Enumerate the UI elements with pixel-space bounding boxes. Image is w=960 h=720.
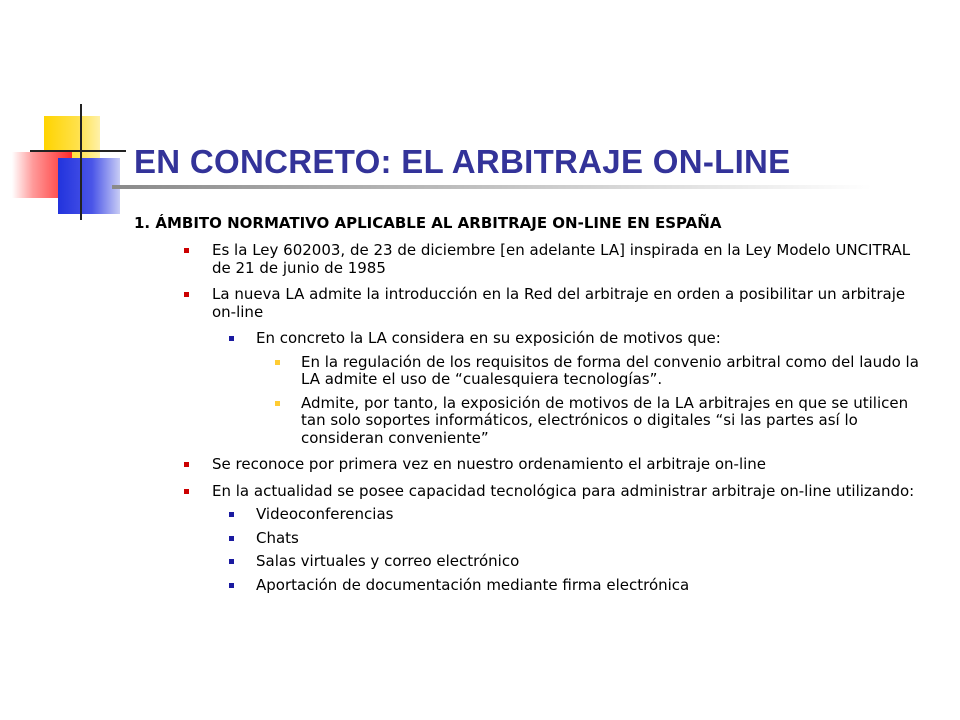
decorative-squares-logo xyxy=(0,0,140,230)
square-bullet-icon xyxy=(229,559,234,564)
list-item-text: En la regulación de los requisitos de forma del convenio arbitral como del laudo la LA admite el uso de “cualesquiera tecnologías”. xyxy=(301,352,919,388)
vertical-line xyxy=(80,104,82,220)
square-bullet-icon xyxy=(184,292,189,297)
square-bullet-icon xyxy=(229,512,234,517)
list-item xyxy=(301,354,931,389)
square-bullet-icon xyxy=(229,536,234,541)
square-bullet-icon xyxy=(229,583,234,588)
square-bullet-icon xyxy=(184,489,189,494)
list-item xyxy=(256,506,932,524)
list-item-text: En concreto la LA considera en su exposición de motivos que: xyxy=(256,329,721,347)
list-item xyxy=(212,456,932,474)
list-item xyxy=(212,286,932,321)
list-item-text: Salas virtuales y correo electrónico xyxy=(256,552,520,570)
square-bullet-icon xyxy=(184,248,189,253)
list-item-text: Se reconoce por primera vez en nuestro ordenamiento el arbitraje on-line xyxy=(212,455,767,473)
square-bullet-icon xyxy=(184,462,189,467)
list-item xyxy=(256,577,932,595)
list-item xyxy=(301,395,931,448)
list-item-text: Admite, por tanto, la exposición de motivos de la LA arbitrajes en que se utilicen tan solo soportes informáticos, electrónicos o digitales “si las partes así lo consideran conveniente” xyxy=(301,393,909,447)
square-bullet-icon xyxy=(229,336,234,341)
title-underline xyxy=(112,185,872,189)
list-item-text: Es la Ley 602003, de 23 de diciembre [en adelante LA] inspirada en la Ley Modelo UNCITRAL de 21 de junio de 1985 xyxy=(212,241,911,277)
section-heading: 1. ÁMBITO NORMATIVO APLICABLE AL ARBITRAJE ON-LINE EN ESPAÑA xyxy=(134,214,722,232)
list-item xyxy=(212,242,932,277)
list-item xyxy=(256,530,932,548)
list-item-text: Videoconferencias xyxy=(256,505,394,523)
square-bullet-icon xyxy=(275,360,280,365)
list-item-text: Aportación de documentación mediante firma electrónica xyxy=(256,575,690,594)
bullet-list xyxy=(0,242,960,600)
list-item xyxy=(256,553,932,571)
list-item-text: La nueva LA admite la introducción en la Red del arbitraje en orden a posibilitar un arbitraje on-line xyxy=(212,285,906,321)
list-item xyxy=(256,330,932,348)
blue-square xyxy=(58,158,120,214)
horizontal-line xyxy=(30,150,126,152)
square-bullet-icon xyxy=(275,401,280,406)
list-item-text: En la actualidad se posee capacidad tecnológica para administrar arbitraje on-line utilizando: xyxy=(212,481,915,500)
list-item-text: Chats xyxy=(256,528,299,547)
slide-title: EN CONCRETO: EL ARBITRAJE ON-LINE xyxy=(134,143,791,180)
list-item xyxy=(212,483,932,501)
